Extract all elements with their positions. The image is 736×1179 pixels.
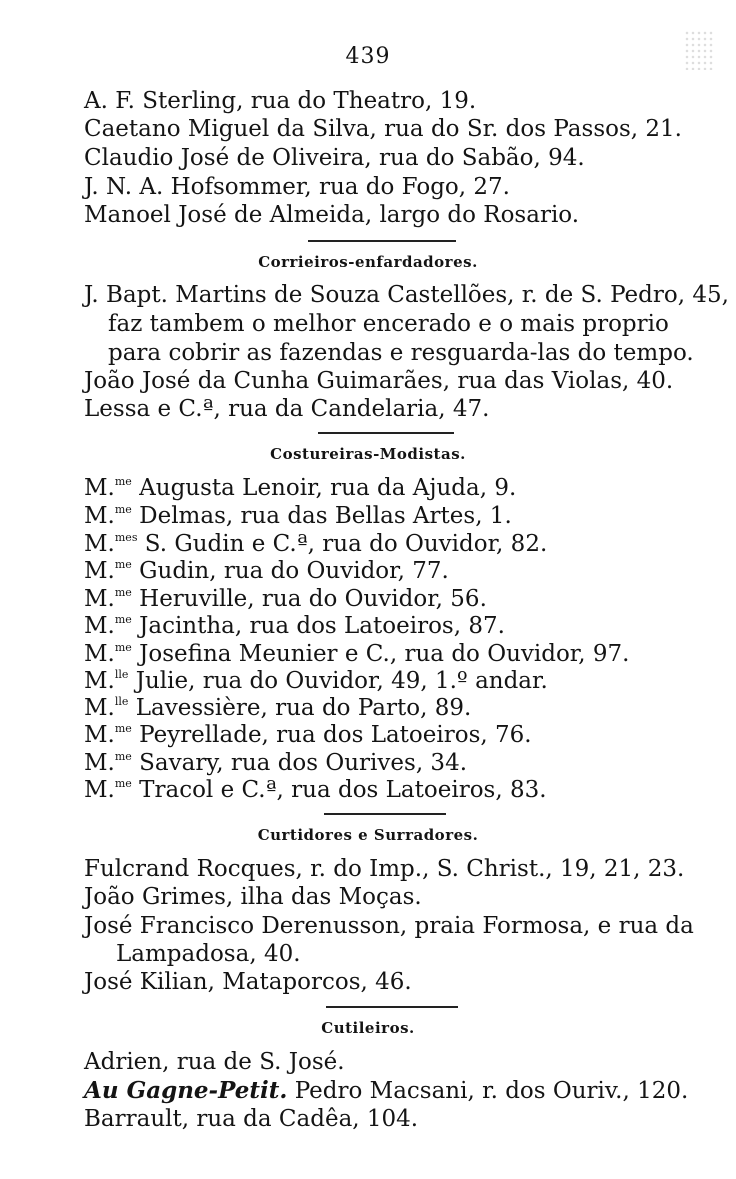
title-sup: me: [114, 613, 132, 626]
title-sup: me: [114, 558, 132, 571]
entry: José Kilian, Mataporcos, 46.: [84, 969, 412, 995]
title-sup: me: [114, 722, 132, 735]
entry: [84, 722, 532, 748]
entry-text: Lavessière, rua do Parto, 89.: [135, 695, 472, 721]
entry-text: Gudin, rua do Ouvidor, 77.: [139, 558, 449, 584]
entry-text: Jacintha, rua dos Latoeiros, 87.: [139, 613, 505, 639]
entry-continuation: para cobrir as fazendas e resguarda-las do tempo.: [108, 340, 694, 366]
entry-continuation: faz tambem o melhor encerado e o mais proprio: [108, 311, 669, 337]
title-prefix: M.: [84, 750, 115, 776]
entry: Adrien, rua de S. José.: [84, 1049, 345, 1075]
entry-text: Pedro Macsani, r. dos Ouriv., 120.: [287, 1078, 689, 1104]
entry: Manoel José de Almeida, largo do Rosario.: [84, 202, 580, 228]
entry-text: Augusta Lenoir, rua da Ajuda, 9.: [139, 475, 517, 501]
title-prefix: M.: [84, 695, 115, 721]
entry: José Francisco Derenusson, praia Formosa, e rua da: [84, 913, 694, 939]
entry: João Grimes, ilha das Moças.: [84, 884, 422, 910]
entry: Barrault, rua da Cadêa, 104.: [84, 1106, 419, 1132]
entry: [84, 558, 449, 584]
title-prefix: M.: [84, 558, 115, 584]
entry: [84, 613, 505, 639]
entry: [84, 586, 487, 612]
entry-continuation: Lampadosa, 40.: [116, 941, 301, 967]
entry: [84, 1078, 688, 1104]
title-prefix: M.: [84, 475, 115, 501]
entry-text: Tracol e C.ª, rua dos Latoeiros, 83.: [139, 777, 547, 803]
title-prefix: M.: [84, 777, 115, 803]
title-sup: me: [114, 503, 132, 516]
page-number: 439: [345, 44, 391, 69]
entry: [84, 641, 629, 667]
entry: [84, 503, 512, 529]
entry-text: Peyrellade, rua dos Latoeiros, 76.: [139, 722, 532, 748]
title-sup: lle: [114, 695, 129, 708]
section-heading-corrieiros: Corrieiros-enfardadores.: [258, 253, 478, 271]
entry: [84, 777, 547, 803]
shop-name: Au Gagne-Petit.: [84, 1077, 288, 1104]
entry: J. N. A. Hofsommer, rua do Fogo, 27.: [84, 174, 510, 200]
entry: [84, 695, 471, 721]
entry: A. F. Sterling, rua do Theatro, 19.: [84, 88, 477, 114]
section-divider: [326, 1006, 458, 1008]
entry: [84, 475, 516, 501]
title-prefix: M.: [84, 531, 115, 557]
entry: J. Bapt. Martins de Souza Castellões, r. de S. Pedro, 45,: [84, 282, 729, 308]
entry: [84, 531, 547, 557]
title-sup: me: [114, 475, 132, 488]
title-sup: me: [114, 777, 132, 790]
title-prefix: M.: [84, 503, 115, 529]
title-sup: me: [114, 586, 132, 599]
section-heading-costureiras: Costureiras-Modistas.: [270, 445, 466, 463]
entry-text: Delmas, rua das Bellas Artes, 1.: [139, 503, 512, 529]
entry: Lessa e C.ª, rua da Candelaria, 47.: [84, 396, 490, 422]
entry-text: Julie, rua do Ouvidor, 49, 1.º andar.: [135, 668, 548, 694]
section-divider: [308, 240, 456, 242]
section-divider: [318, 432, 454, 434]
entry: Caetano Miguel da Silva, rua do Sr. dos Passos, 21.: [84, 116, 682, 142]
section-heading-cutileiros: Cutileiros.: [321, 1019, 415, 1037]
entry-text: Savary, rua dos Ourives, 34.: [139, 750, 468, 776]
title-prefix: M.: [84, 641, 115, 667]
entry-text: Josefina Meunier e C., rua do Ouvidor, 97.: [139, 641, 630, 667]
entry: João José da Cunha Guimarães, rua das Violas, 40.: [84, 368, 674, 394]
title-sup: lle: [114, 668, 129, 681]
title-prefix: M.: [84, 613, 115, 639]
section-heading-curtidores: Curtidores e Surradores.: [257, 826, 479, 844]
section-divider: [324, 813, 446, 815]
title-sup: mes: [114, 531, 138, 544]
entry-text: Heruville, rua do Ouvidor, 56.: [139, 586, 487, 612]
entry: Claudio José de Oliveira, rua do Sabão, 94.: [84, 145, 585, 171]
title-sup: me: [114, 641, 132, 654]
title-prefix: M.: [84, 722, 115, 748]
entry: Fulcrand Rocques, r. do Imp., S. Christ., 19, 21, 23.: [84, 856, 685, 882]
entry-text: S. Gudin e C.ª, rua do Ouvidor, 82.: [144, 531, 548, 557]
title-prefix: M.: [84, 586, 115, 612]
entry: [84, 668, 548, 694]
entry: [84, 750, 467, 776]
title-sup: me: [114, 750, 132, 763]
title-prefix: M.: [84, 668, 115, 694]
